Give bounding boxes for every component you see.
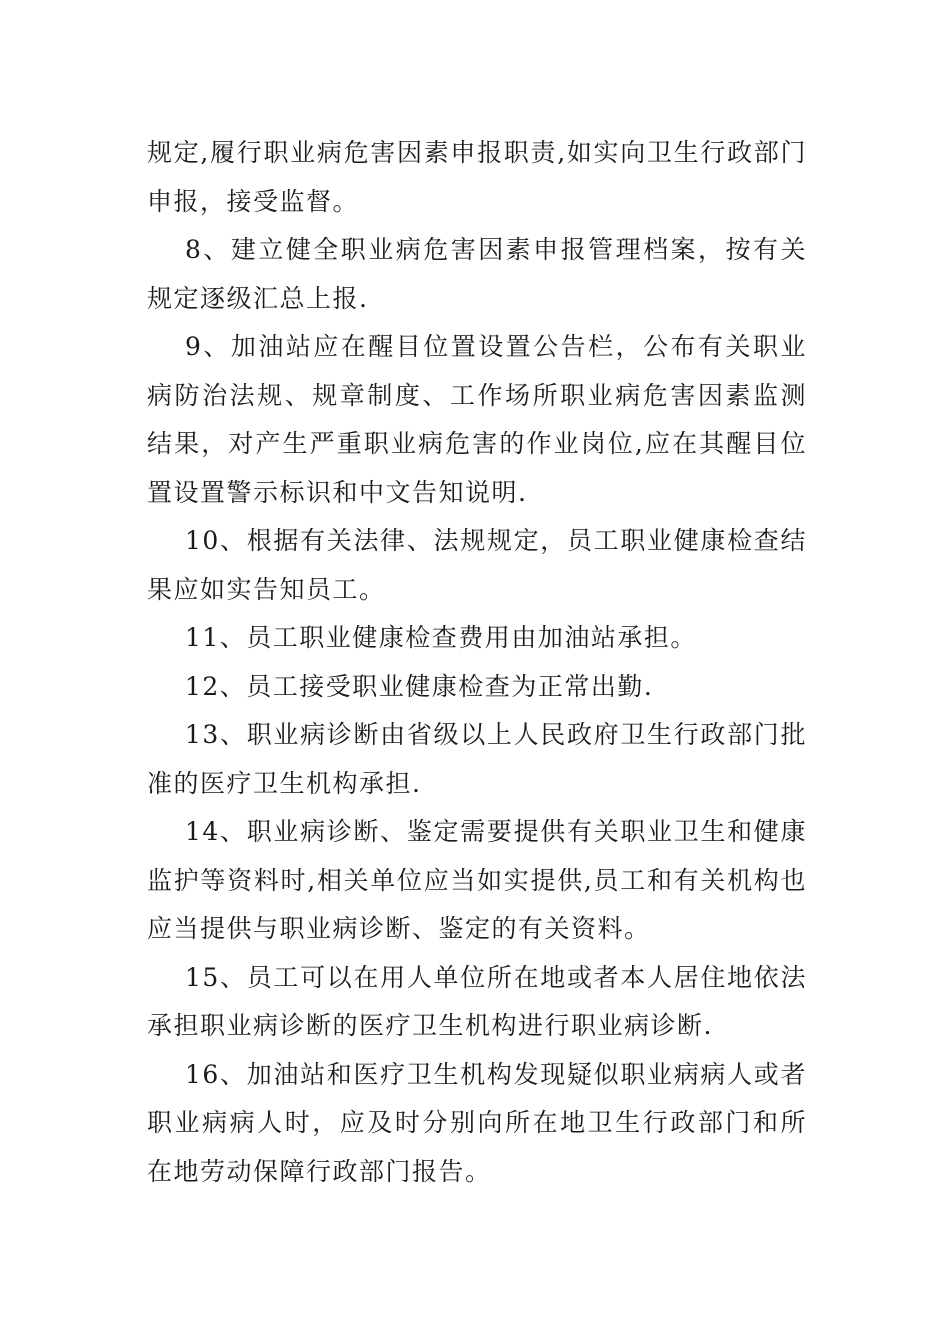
paragraph-item-12: 12、员工接受职业健康检查为正常出勤. <box>185 671 654 701</box>
paragraph-item-16: 16、加油站和医疗卫生机构发现疑似职业病病人或者职业病病人时，应及时分别向所在地卫生行政部门和所在地劳动保障行政部门报告。 <box>147 1059 807 1186</box>
paragraph-item-9: 9、加油站应在醒目位置设置公告栏，公布有关职业病防治法规、规章制度、工作场所职业病危害因素监测结果，对产生严重职业病危害的作业岗位,应在其醒目位置设置警示标识和中文告知说明. <box>147 332 807 507</box>
paragraph-continuation: 规定,履行职业病危害因素申报职责,如实向卫生行政部门申报，接受监督。 <box>147 138 807 216</box>
paragraph-item-14: 14、职业病诊断、鉴定需要提供有关职业卫生和健康监护等资料时,相关单位应当如实提供,员工和有关机构也应当提供与职业病诊断、鉴定的有关资料。 <box>147 817 807 943</box>
paragraph-item-10: 10、根据有关法律、法规规定，员工职业健康检查结果应如实告知员工。 <box>147 526 807 604</box>
paragraph-item-13: 13、职业病诊断由省级以上人民政府卫生行政部门批准的医疗卫生机构承担. <box>147 720 807 798</box>
paragraph-item-11: 11、员工职业健康检查费用由加油站承担。 <box>185 623 697 652</box>
paragraph-item-15: 15、员工可以在用人单位所在地或者本人居住地依法承担职业病诊断的医疗卫生机构进行职业病诊断. <box>147 962 807 1040</box>
paragraph-item-8: 8、建立健全职业病危害因素申报管理档案，按有关规定逐级汇总上报. <box>147 235 807 313</box>
document-body <box>147 129 807 1196</box>
